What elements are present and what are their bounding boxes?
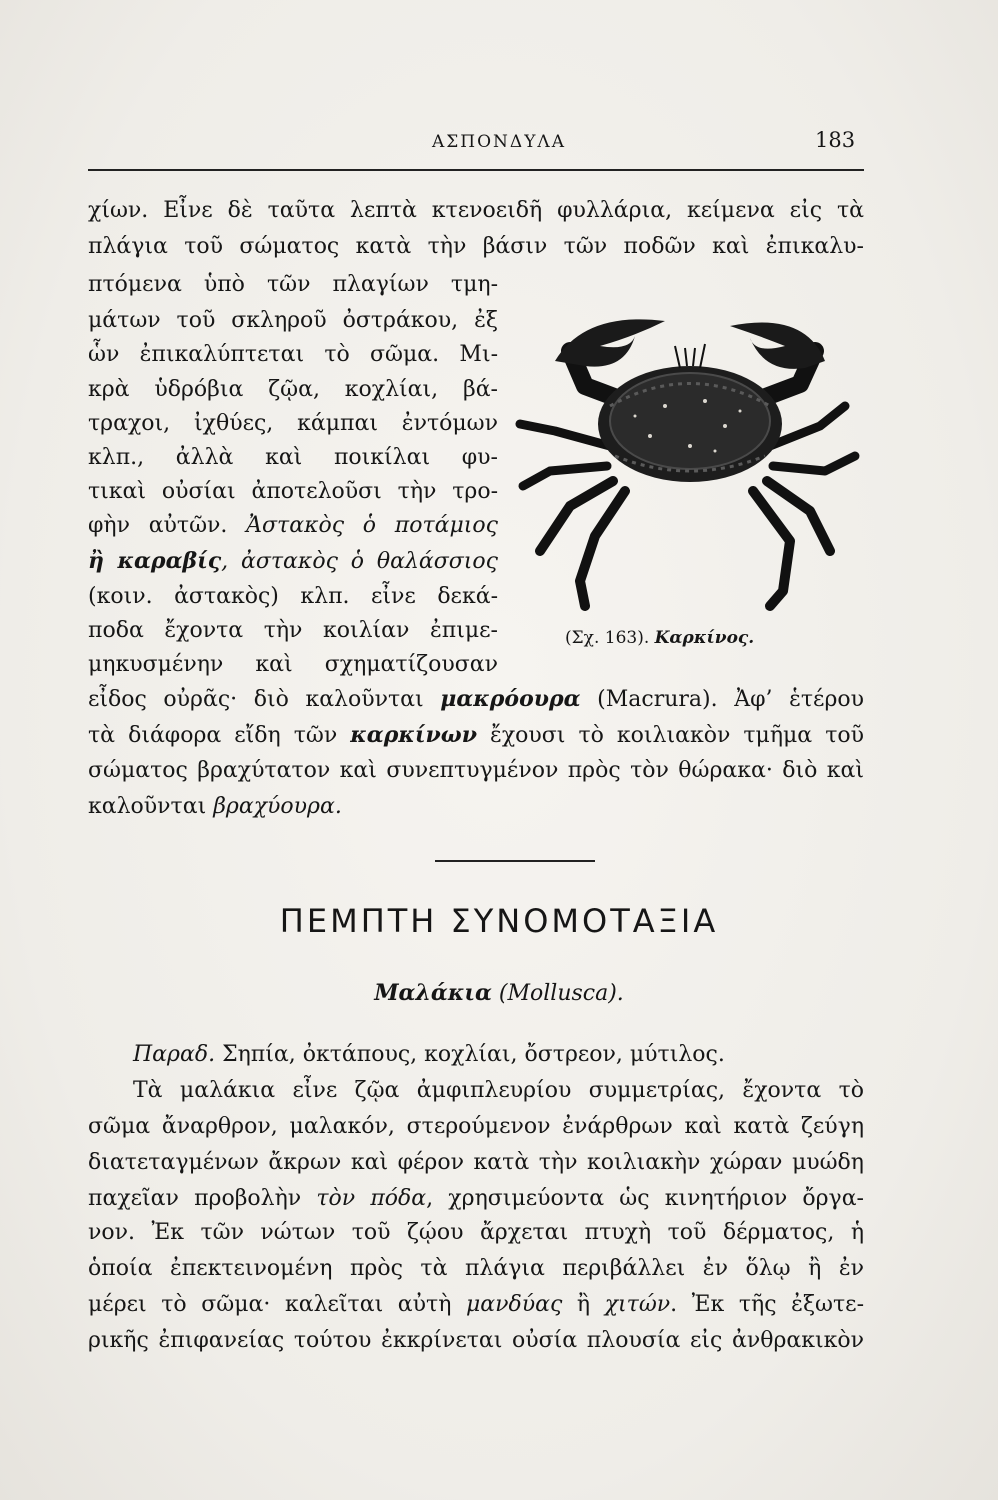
body-line: νον. Ἐκ τῶν νώτων τοῦ ζῴου ἄρχεται πτυχὴ τοῦ δέρματος, ἡ: [88, 1220, 864, 1245]
section-title: ΠΕΜΠΤΗ ΣΥΝΟΜΟΤΑΞΙΑ: [279, 902, 719, 940]
body-text: καλοῦνται: [88, 794, 214, 819]
body-text: , χρησιμεύοντα ὡς κινητήριον ὄργα-: [426, 1186, 864, 1211]
body-text: ἔχουσι τὸ κοιλιακὸν τμῆμα τοῦ: [476, 723, 864, 748]
body-line: [88, 720, 864, 751]
running-header: ΑΣΠΟΝΔΥΛΑ: [432, 132, 566, 152]
figure-caption: [565, 628, 754, 648]
body-line: σῶμα ἄναρθρον, μαλακόν, στερούμενον ἐνάρθρων καὶ κατὰ ζεύγη: [88, 1114, 864, 1139]
body-line: πτόμενα ὑπὸ τῶν πλαγίων τμη-: [88, 272, 498, 297]
term-italic: , ἀστακὸς ὁ θαλάσσιος: [221, 549, 498, 574]
caption-number: (Σχ. 163).: [565, 628, 650, 648]
examples-text: Σηπία, ὀκτάπους, κοχλίαι, ὄστρεον, μύτιλος.: [215, 1042, 725, 1067]
body-line: (κοιν. ἀστακὸς) κλπ. εἶνε δεκά-: [88, 584, 498, 609]
page-number: 183: [815, 128, 856, 152]
section-divider: [435, 860, 595, 862]
body-line: [88, 511, 498, 541]
term-italic: χιτών: [604, 1292, 671, 1317]
body-line: ὧν ἐπικαλύπτεται τὸ σῶμα. Μι-: [88, 342, 498, 367]
body-text: μέρει τὸ σῶμα· καλεῖται αὐτὴ: [88, 1292, 466, 1317]
body-line: ρικῆς ἐπιφανείας τούτου ἐκκρίνεται οὐσία πλουσία εἰς ἀνθρακικὸν: [88, 1328, 864, 1353]
subtitle-latin: (Mollusca).: [498, 981, 624, 1006]
body-line: τικαὶ οὐσίαι ἀποτελοῦσι τὴν τρο-: [88, 479, 498, 504]
subtitle-greek: Μαλάκια: [374, 980, 492, 1006]
body-line: πλάγια τοῦ σώματος κατὰ τὴν βάσιν τῶν ποδῶν καὶ ἐπικαλυ-: [88, 234, 864, 259]
header-rule: [88, 169, 864, 171]
examples-label: Παραδ.: [133, 1042, 216, 1067]
body-line: κλπ., ἀλλὰ καὶ ποικίλαι φυ-: [88, 445, 498, 470]
body-line: χίων. Εἶνε δὲ ταῦτα λεπτὰ κτενοειδῆ φυλλάρια, κείμενα εἰς τὰ: [88, 198, 864, 223]
body-line: [88, 546, 498, 577]
body-line: τραχοι, ἰχθύες, κάμπαι ἐντόμων: [88, 411, 498, 436]
caption-name: Καρκίνος.: [654, 628, 755, 648]
term-italic: τὸν πόδα: [316, 1186, 427, 1211]
body-text: παχεῖαν προβολὴν: [88, 1186, 317, 1211]
body-line: [88, 1184, 864, 1214]
body-text: τὰ διάφορα εἴδη τῶν: [88, 723, 351, 748]
crab-illustration: [515, 306, 865, 626]
body-text: ἢ: [562, 1292, 605, 1317]
body-line: σώματος βραχύτατον καὶ συνεπτυγμένον πρὸς τὸν θώρακα· διὸ καὶ: [88, 758, 864, 783]
body-line: διατεταγμένων ἄκρων καὶ φέρον κατὰ τὴν κοιλιακὴν χώραν μυώδη: [88, 1150, 864, 1175]
body-line: Τὰ μαλάκια εἶνε ζῷα ἀμφιπλευρίου συμμετρίας, ἔχοντα τὸ: [133, 1078, 864, 1103]
body-line: ὁποία ἐπεκτεινομένη πρὸς τὰ πλάγια περιβάλλει ἐν ὅλῳ ἢ ἐν: [88, 1256, 864, 1281]
body-line: κρὰ ὑδρόβια ζῷα, κοχλίαι, βά-: [88, 377, 498, 402]
term-italic: Ἀστακὸς ὁ ποτάμιος: [246, 513, 498, 538]
examples-line: [133, 1040, 864, 1070]
body-line: [88, 1290, 864, 1320]
body-text: εἶδος οὐρᾶς· διὸ καλοῦνται: [88, 687, 441, 712]
term-bold-italic: καρκίνων: [350, 722, 477, 748]
body-line: [88, 684, 864, 715]
body-line: μάτων τοῦ σκληροῦ ὀστράκου, ἐξ: [88, 308, 498, 333]
term-bold-italic: ἢ καραβίς: [88, 548, 222, 574]
body-text: φὴν αὐτῶν.: [88, 513, 247, 538]
body-text: (Macrura). Ἀφ’ ἑτέρου: [580, 687, 865, 712]
term-italic: βραχύουρα.: [213, 794, 342, 819]
term-bold-italic: μακρόουρα: [440, 686, 581, 712]
body-line: μηκυσμένην καὶ σχηματίζουσαν: [88, 652, 498, 677]
term-italic: μανδύας: [465, 1292, 563, 1317]
body-line: [88, 792, 864, 822]
body-text: . Ἐκ τῆς ἐξωτε-: [670, 1292, 865, 1317]
body-line: ποδα ἔχοντα τὴν κοιλίαν ἐπιμε-: [88, 618, 498, 643]
section-subtitle: [0, 980, 998, 1006]
